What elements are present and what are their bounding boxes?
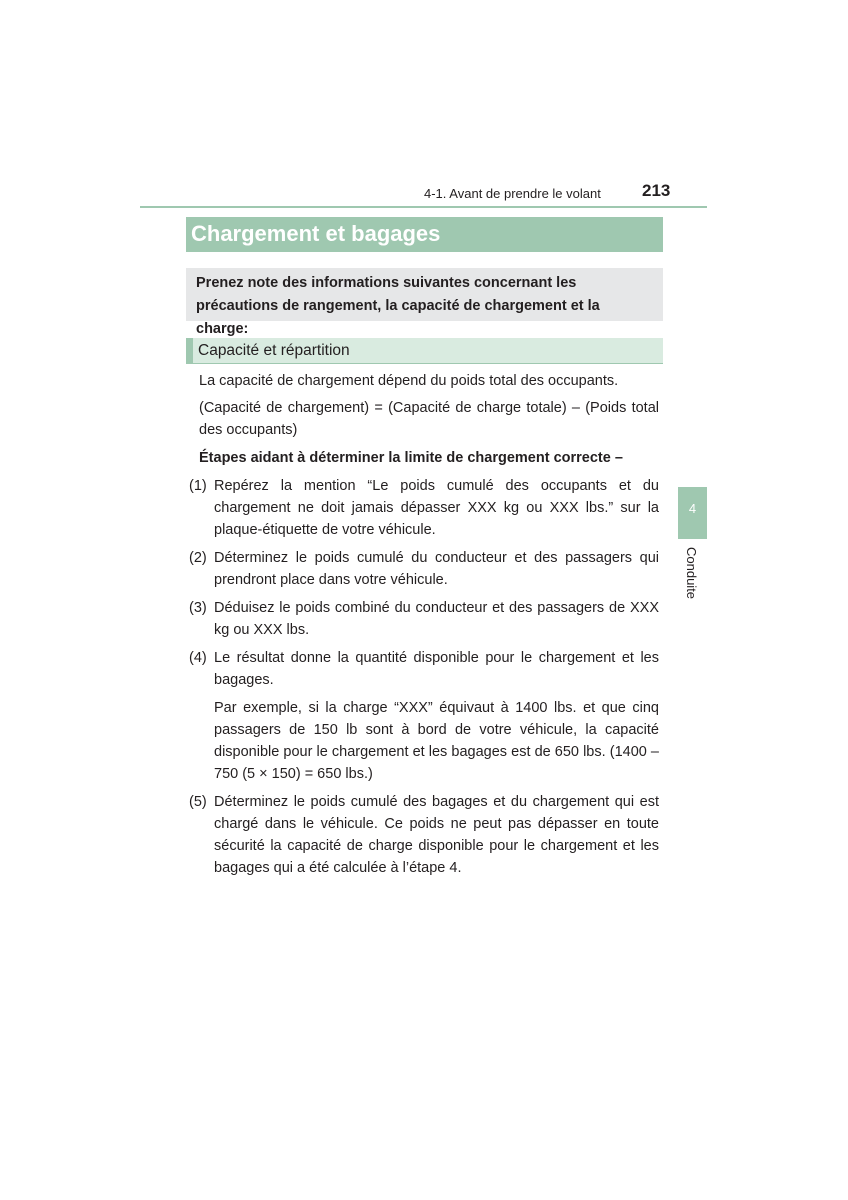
intro-box: Prenez note des informations suivantes concernant les précautions de rangement, la capacité de chargement et la charge: [186, 268, 663, 321]
subheading-underline [186, 363, 663, 364]
step-text: Le résultat donne la quantité disponible pour le chargement et les bagages. [214, 650, 659, 688]
step-number: (2) [189, 550, 207, 566]
step-number: (1) [189, 478, 207, 494]
page-title: Chargement et bagages [186, 217, 663, 252]
example-paragraph: Par exemple, si la charge “XXX” équivaut à 1400 lbs. et que cinq passagers de 150 lb sont à bord de votre véhicule, la capacité disponible pour le chargement et les bagages est de 650 lbs. (1400 – 750 (5 × 150) = 650 lbs.) [214, 700, 659, 782]
step-text: Déduisez le poids combiné du conducteur et des passagers de XXX kg ou XXX lbs. [214, 600, 659, 638]
header-section-title: 4-1. Avant de prendre le volant [424, 186, 601, 201]
step-text: Déterminez le poids cumulé du conducteur et des passagers qui prendront place dans votre véhicule. [214, 550, 659, 588]
page-number: 213 [642, 181, 671, 200]
paragraph-steps-heading: Étapes aidant à déterminer la limite de chargement correcte – [199, 450, 623, 466]
chapter-tab: 4 [678, 487, 707, 539]
step-number: (4) [189, 650, 207, 666]
step-text: Déterminez le poids cumulé des bagages et du chargement qui est chargé dans le véhicule. Ce poids ne peut pas dépasser en toute sécurité la capacité de charge disponible pour le chargement et les bagages qui a été calculée à l’étape 4. [214, 794, 659, 876]
step-number: (5) [189, 794, 207, 810]
step-text: Repérez la mention “Le poids cumulé des occupants et du chargement ne doit jamais dépasser XXX kg ou XXX lbs.” sur la plaque-étiquette de votre véhicule. [214, 478, 659, 538]
chapter-label: Conduite [684, 547, 699, 600]
paragraph-formula: (Capacité de chargement) = (Capacité de charge totale) – (Poids total des occupants) [199, 400, 659, 438]
paragraph-capacity: La capacité de chargement dépend du poids total des occupants. [199, 373, 619, 389]
header-divider [140, 206, 707, 208]
subheading: Capacité et répartition [186, 338, 663, 364]
step-number: (3) [189, 600, 207, 616]
